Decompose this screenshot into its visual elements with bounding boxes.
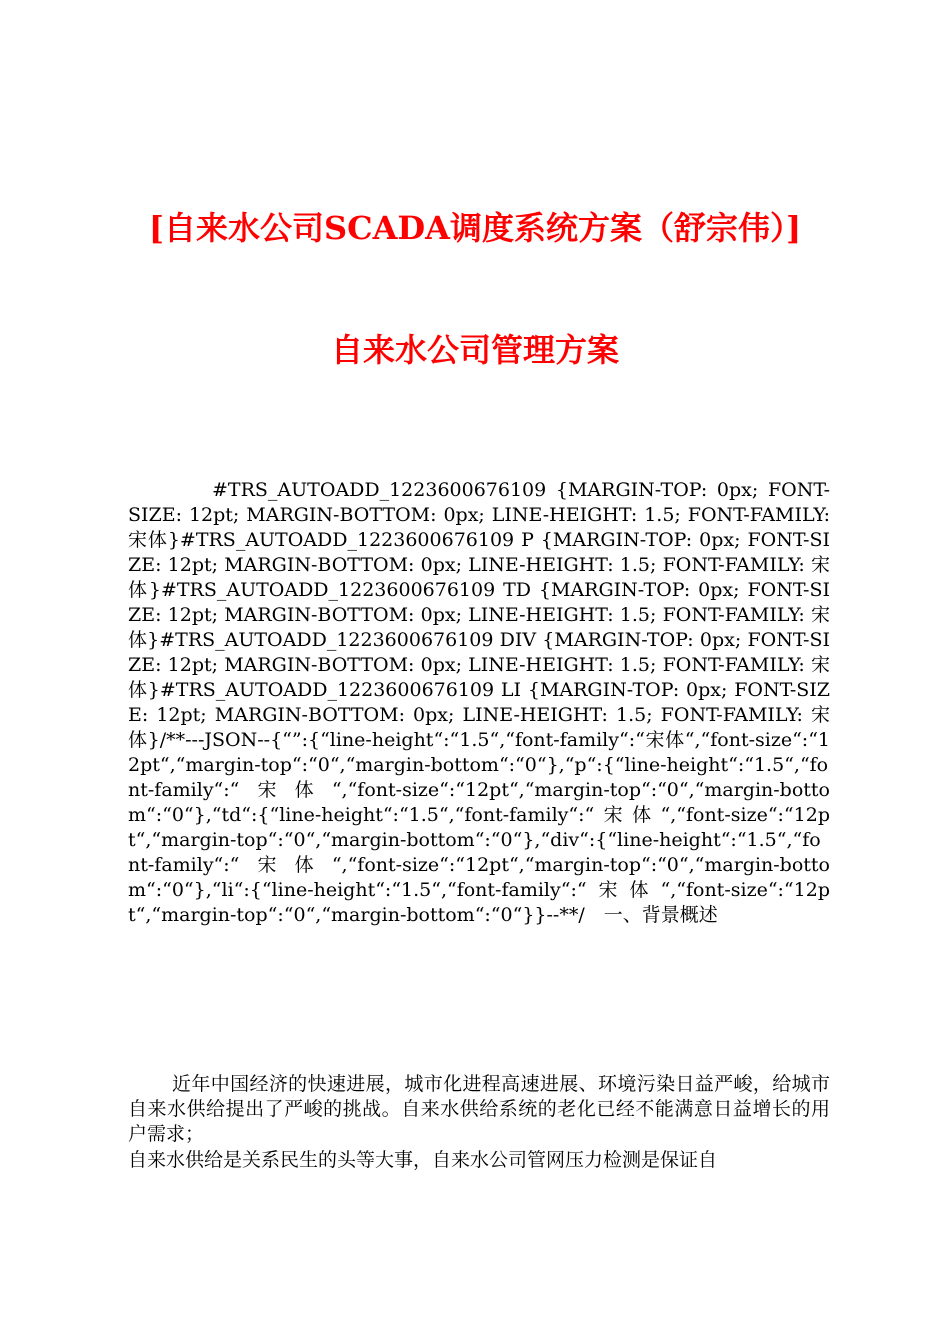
body-paragraph: 自来水供给是关系民生的头等大事，自来水公司管网压力检测是保证自 [128,1149,718,1171]
document-title: [自来水公司SCADA调度系统方案（舒宗伟）] [148,209,802,247]
document-subtitle: 自来水公司管理方案 [330,331,619,369]
embedded-style-text: #TRS_AUTOADD_1223600676109 {MARGIN-TOP: 0px; FONT-SIZE: 12pt; MARGIN-BOTTOM: 0px; LINE-HEIGHT: 1.5; FONT-FAMILY: 宋体}#TRS_AUTOADD_1223600676109 P {MARGIN-TOP: 0px; FONT-SIZE: 12pt; MARGIN-BOTTOM: 0px; LINE-HEIGHT: 1.5; FONT-FAMILY: 宋体}#TRS_AUTOADD_1223600676109 TD {MARGIN-TOP: 0px; FONT-SIZE: 12pt; MARGIN-BOTTOM: 0px; LINE-HEIGHT: 1.5; FONT-FAMILY: 宋体}#TRS_AUTOADD_1223600676109 DIV {MARGIN-TOP: 0px; FONT-SIZE: 12pt; MARGIN-BOTTOM: 0px; LINE-HEIGHT: 1.5; FONT-FAMILY: 宋体}#TRS_AUTOADD_1223600676109 LI {MARGIN-TOP: 0px; FONT-SIZE: 12pt; MARGIN-BOTTOM: 0px; LINE-HEIGHT: 1.5; FONT-FAMILY: 宋体}/**---JSON--{“”:{“line-height“:“1.5“,“font-family“:“宋体“,“font-size“:“12pt“,“margin-top“:“0“,“margin-bottom“:“0“},“p“:{“line-height“:“1.5“,“font-family“:“宋体“,“font-size“:“12pt“,“margin-top“:“0“,“margin-bottom“:“0“},“td“:{“line-height“:“1.5“,“font-family“:“宋体“,“font-size“:“12pt“,“margin-top“:“0“,“margin-bottom“:“0“},“div“:{“line-height“:“1.5“,“font-family“:“宋体“,“font-size“:“12pt“,“margin-top“:“0“,“margin-bottom“:“0“},“li“:{“line-height“:“1.5“,“font-family“:“宋体“,“font-size“:“12pt“,“margin-top“:“0“,“margin-bottom“:“0“}}--**/ 一、背景概述 [128,479,830,926]
body-paragraph: 近年中国经济的快速进展，城市化进程高速进展、环境污染日益严峻，给城市自来水供给提出了严峻的挑战。自来水供给系统的老化已经不能满意日益增长的用户需求； [128,1073,830,1145]
